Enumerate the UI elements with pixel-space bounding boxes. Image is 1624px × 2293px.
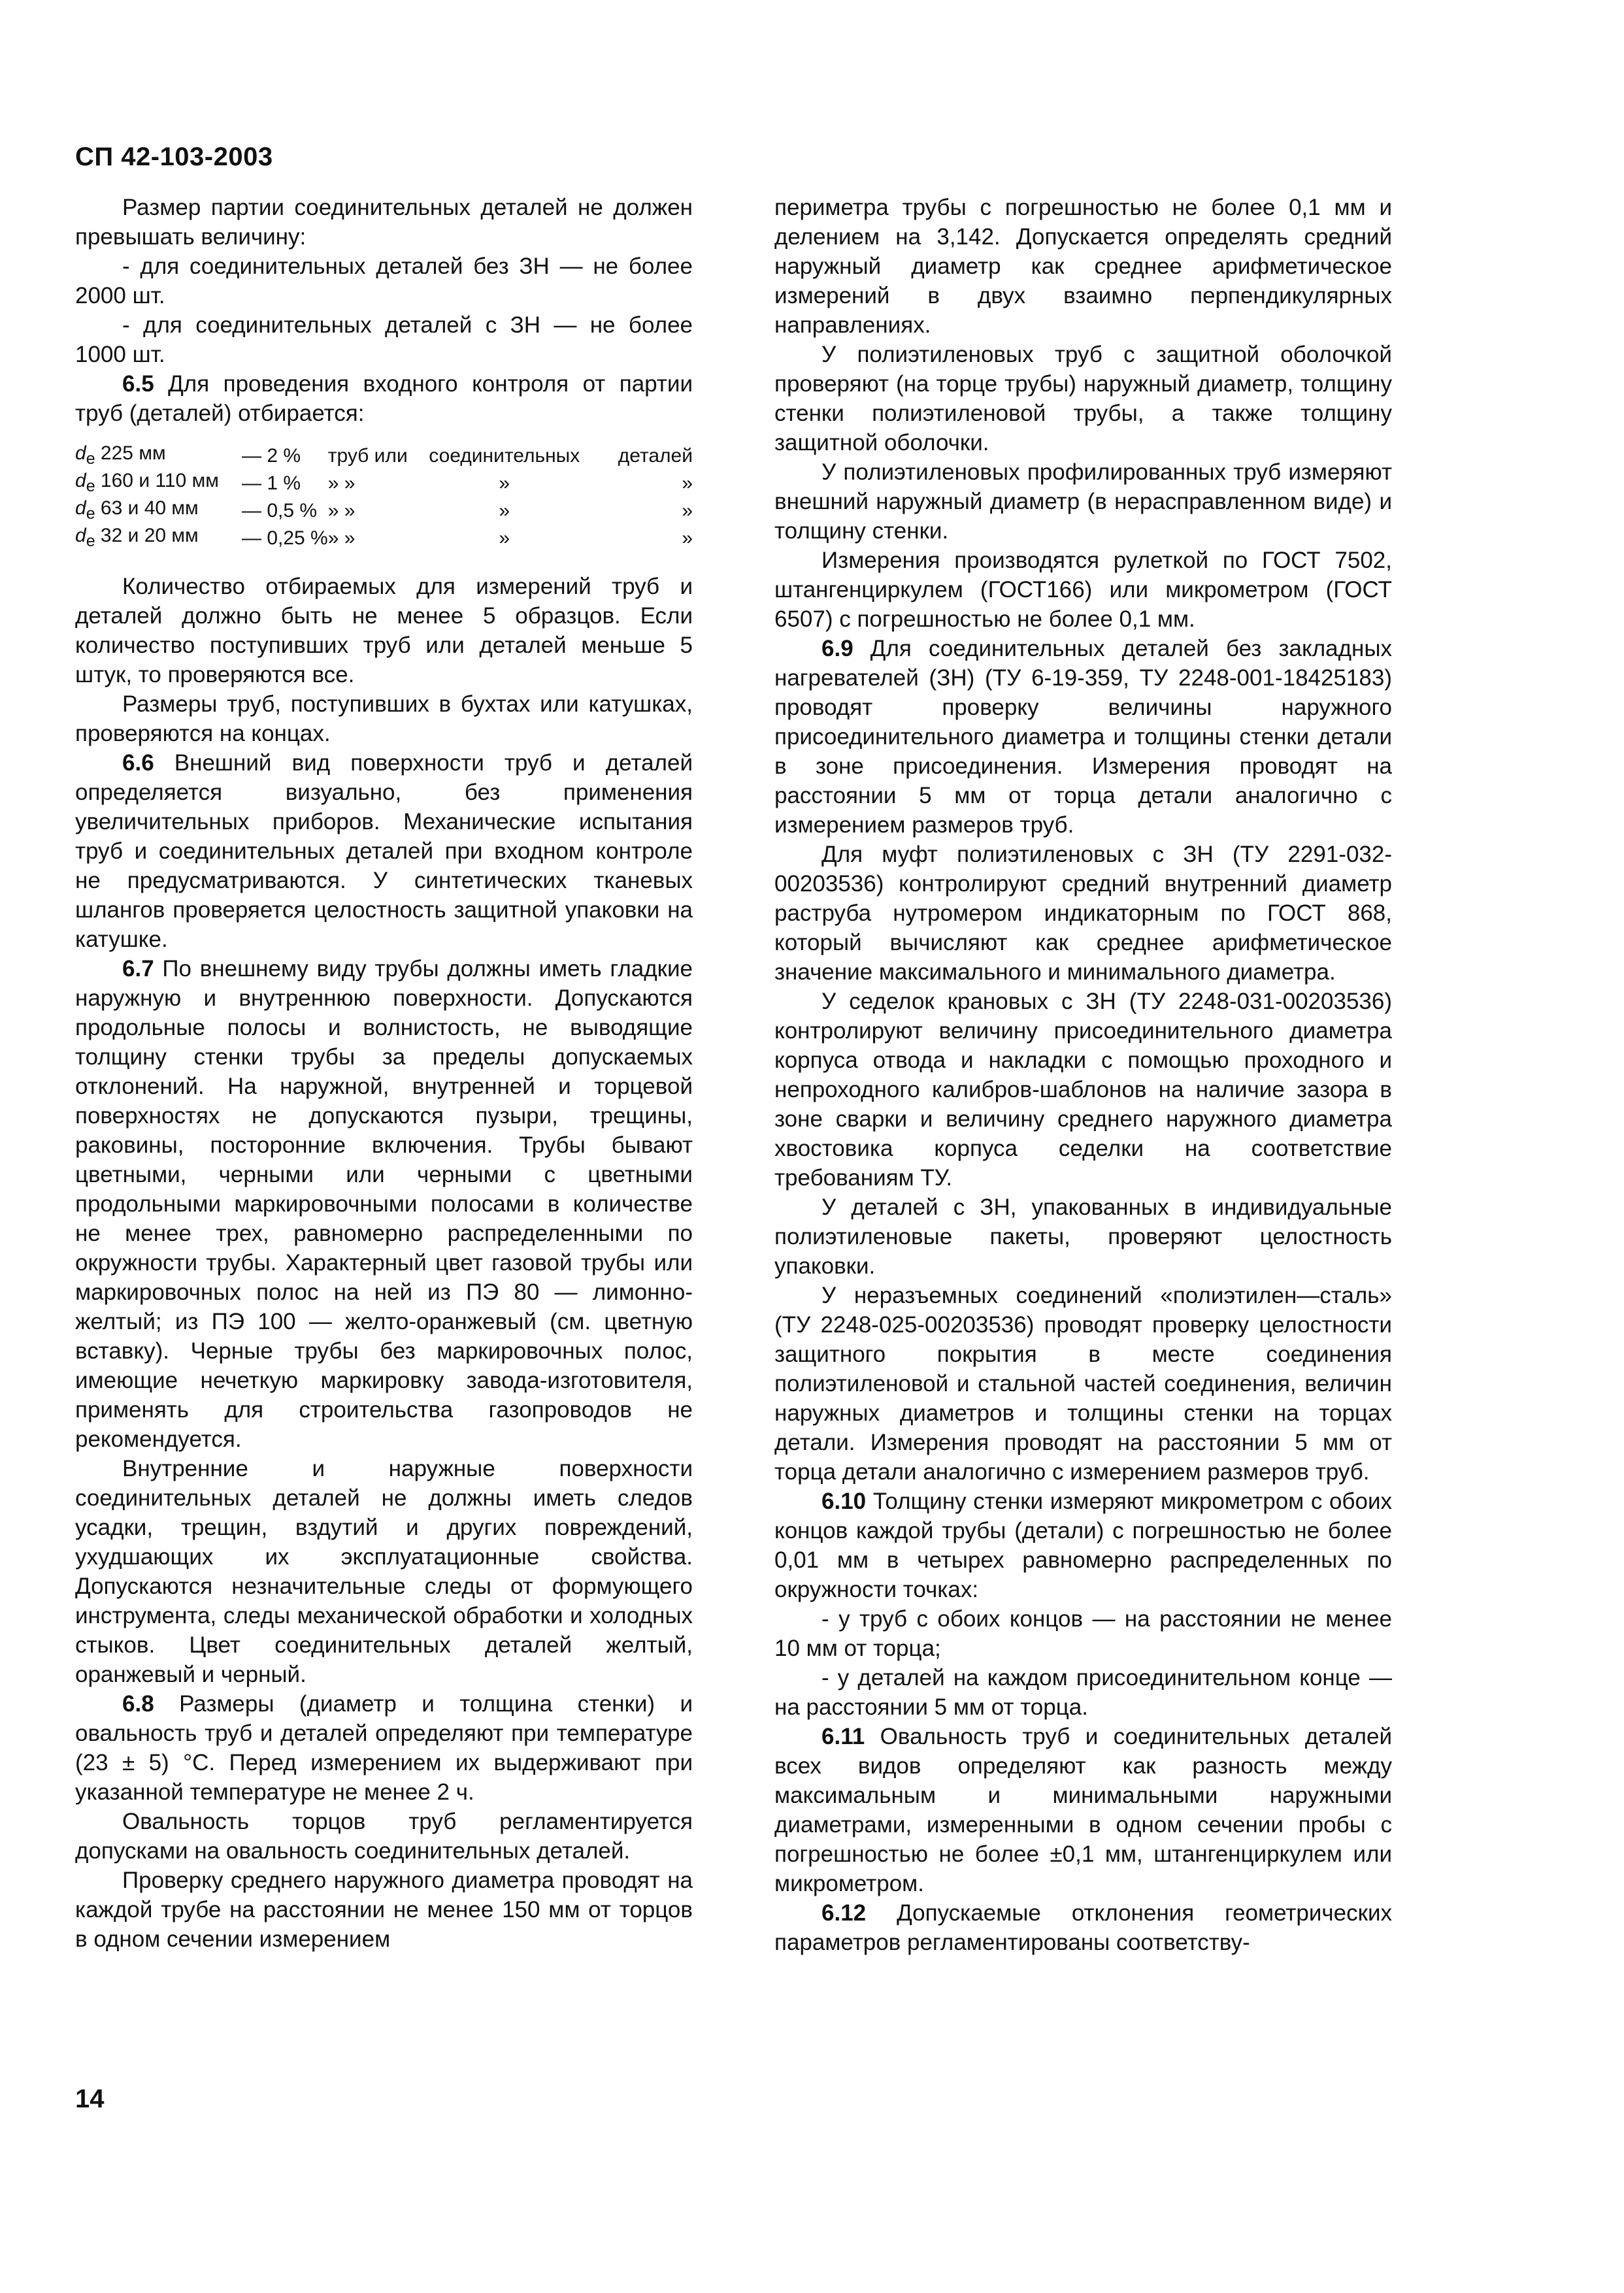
section-text: Для соединительных деталей без закладных нагревателей (ЗН) (ТУ 6-19-359, ТУ 2248-001-18425183) проводят проверку величины наружного присоединительного диаметра и толщины стенки детали в зоне присоединения. Измерения проводят на расстоянии 5 мм от торца детали аналогично с измерением размеров труб. xyxy=(774,636,1392,838)
section-text: По внешнему виду трубы должны иметь гладкие наружную и внутреннюю поверхности. Допускаются продольные полосы и волнистость, не выводящие толщину стенки трубы за пределы допускаемых отклонений. На наружной, внутренней и торцевой поверхностях не допускаются пузыри, трещины, раковины, посторонние включения. Трубы бывают цветными, черными или черными с цветными продольными маркировочными полосами в количестве не менее трех, равномерно распределенными по окружности трубы. Характерный цвет газовой трубы или маркировочных полос на ней из ПЭ 80 — лимонно-желтый; из ПЭ 100 — желто-оранжевый (см. цветную вставку). Черные трубы без маркировочных полос, имеющие нечеткую маркировку завода-изготовителя, применять для строительства газопроводов не рекомендуется. xyxy=(75,956,693,1452)
table-cell: труб или xyxy=(327,445,408,467)
paragraph: Размер партии соединительных деталей не должен превышать величину: xyxy=(75,195,693,250)
paragraph: - для соединительных деталей с ЗН — не более 1000 шт. xyxy=(75,312,693,367)
section-6-12 xyxy=(774,1898,1392,1957)
sampling-table xyxy=(75,442,693,552)
sample-percent: — 2 % xyxy=(242,445,301,467)
diameter-subscript: e xyxy=(86,532,95,550)
section-number: 6.5 xyxy=(122,371,154,397)
section-6-6 xyxy=(75,748,693,954)
right-column xyxy=(774,193,1392,1957)
table-cell: » » xyxy=(327,500,356,521)
table-cell: » xyxy=(682,527,693,549)
section-6-5 xyxy=(75,369,693,428)
section-number: 6.10 xyxy=(821,1489,867,1514)
section-number: 6.9 xyxy=(821,636,853,661)
sample-percent: — 1 % xyxy=(242,472,301,494)
list-item: - у деталей на каждом присоединительном конце — на расстоянии 5 мм от торца. xyxy=(774,1665,1392,1720)
section-number: 6.12 xyxy=(821,1900,867,1926)
section-text: Допускаемые отклонения геометрических параметров регламентированы соответству- xyxy=(774,1900,1392,1955)
section-6-10 xyxy=(774,1487,1392,1604)
diameter-subscript: e xyxy=(86,450,95,468)
paragraph-continuation: периметра трубы с погрешностью не более 0,1 мм и делением на 3,142. Допускается определять средний наружный диаметр как среднее арифметическое измерений в двух взаимно перпендикулярных направлениях. xyxy=(774,195,1392,338)
section-6-9 xyxy=(774,634,1392,840)
table-row xyxy=(75,497,693,525)
paragraph: У деталей с ЗН, упакованных в индивидуальные полиэтиленовые пакеты, проверяют целостность упаковки. xyxy=(774,1195,1392,1279)
table-cell: соединительных xyxy=(429,445,580,467)
diameter-size: 160 и 110 мм xyxy=(95,470,219,491)
section-6-8 xyxy=(75,1689,693,1807)
table-row xyxy=(75,470,693,497)
section-number: 6.6 xyxy=(122,750,154,776)
table-cell: » xyxy=(682,500,693,521)
section-text: Размеры (диаметр и толщина стенки) и овальность труб и деталей определяют при температуре (23 ± 5) °С. Перед измерением их выдерживают при указанной температуре не менее 2 ч. xyxy=(75,1691,693,1805)
table-cell: » xyxy=(499,527,510,549)
sample-percent: — 0,5 % xyxy=(242,500,318,521)
paragraph: - для соединительных деталей без ЗН — не более 2000 шт. xyxy=(75,254,693,308)
sample-percent: — 0,25 % xyxy=(242,527,328,549)
section-number: 6.7 xyxy=(122,956,154,982)
diameter-size: 63 и 40 мм xyxy=(95,497,199,519)
diameter-symbol: d xyxy=(75,525,86,546)
paragraph: У неразъемных соединений «полиэтилен—сталь» (ТУ 2248-025-00203536) проводят проверку целостности защитного покрытия в месте соединения полиэтиленовой и стальной частей соединения, величин наружных диаметров и толщины стенки на торцах детали. Измерения проводят на расстоянии 5 мм от торца детали аналогично с измерением размеров труб. xyxy=(774,1283,1392,1485)
table-row xyxy=(75,442,693,470)
document-code-header: СП 42-103-2003 xyxy=(75,142,273,171)
paragraph: Измерения производятся рулеткой по ГОСТ 7502, штангенциркулем (ГОСТ166) или микрометром (ГОСТ 6507) с погрешностью не более 0,1 мм. xyxy=(774,548,1392,632)
paragraph: Размеры труб, поступивших в бухтах или катушках, проверяются на концах. xyxy=(75,691,693,746)
section-text: Внешний вид поверхности труб и деталей определяется визуально, без применения увеличительных приборов. Механические испытания труб и соединительных деталей при входном контроле не предусматриваются. У синтетических тканевых шлангов проверяется целостность защитной упаковки на катушке. xyxy=(75,750,693,952)
paragraph: Для муфт полиэтиленовых с ЗН (ТУ 2291-032-00203536) контролируют средний внутренний диаметр раструба нутромером индикаторным по ГОСТ 868, который вычисляют как среднее арифметическое значение максимального и минимального диаметра. xyxy=(774,842,1392,985)
left-column xyxy=(75,193,693,1954)
section-text: Толщину стенки измеряют микрометром с обоих концов каждой трубы (детали) с погрешностью не более 0,01 мм в четырех равномерно распределенных по окружности точках: xyxy=(774,1489,1392,1602)
paragraph: Овальность торцов труб регламентируется допусками на овальность соединительных деталей. xyxy=(75,1809,693,1864)
table-row xyxy=(75,525,693,552)
diameter-symbol: d xyxy=(75,497,86,519)
section-number: 6.8 xyxy=(122,1691,154,1717)
diameter-size: 32 и 20 мм xyxy=(95,525,199,546)
section-text: Овальность труб и соединительных деталей всех видов определяют как разность между максимальным и минимальными наружными диаметрами, измеренными в одном сечении пробы с погрешностью не более ±0,1 мм, штангенциркулем или микрометром. xyxy=(774,1724,1392,1896)
paragraph: Внутренние и наружные поверхности соединительных деталей не должны иметь следов усадки, трещин, вздутий и других повреждений, ухудшающих их эксплуатационные свойства. Допускаются незначительные следы от формующего инструмента, следы механической обработки и холодных стыков. Цвет соединительных деталей желтый, оранжевый и черный. xyxy=(75,1456,693,1687)
section-6-7 xyxy=(75,954,693,1454)
page-number: 14 xyxy=(75,2085,105,2113)
paragraph: Количество отбираемых для измерений труб и деталей должно быть не менее 5 образцов. Если количество поступивших труб или деталей меньше 5 штук, то проверяются все. xyxy=(75,574,693,687)
diameter-subscript: e xyxy=(86,504,95,523)
table-cell: » xyxy=(499,500,510,521)
table-cell: деталей xyxy=(618,445,693,467)
table-cell: » » xyxy=(327,472,356,494)
table-cell: » » xyxy=(327,527,356,549)
diameter-size: 225 мм xyxy=(95,442,166,464)
paragraph: У седелок крановых с ЗН (ТУ 2248-031-00203536) контролируют величину присоединительного диаметра корпуса отвода и накладки с помощью проходного и непроходного калибров-шаблонов на наличие зазора в зоне сварки и величину среднего наружного диаметра хвостовика корпуса седелки на соответствие требованиям ТУ. xyxy=(774,989,1392,1191)
paragraph: У полиэтиленовых труб с защитной оболочкой проверяют (на торце трубы) наружный диаметр, толщину стенки полиэтиленовой трубы, а также толщину защитной оболочки. xyxy=(774,342,1392,455)
diameter-subscript: e xyxy=(86,477,95,495)
paragraph: У полиэтиленовых профилированных труб измеряют внешний наружный диаметр (в нерасправленном виде) и толщину стенки. xyxy=(774,459,1392,544)
table-cell: » xyxy=(499,472,510,494)
section-number: 6.11 xyxy=(821,1724,865,1749)
list-item: - у труб с обоих концов — на расстоянии не менее 10 мм от торца; xyxy=(774,1606,1392,1661)
diameter-symbol: d xyxy=(75,442,86,464)
section-6-11 xyxy=(774,1722,1392,1898)
diameter-symbol: d xyxy=(75,470,86,491)
section-text: Для проведения входного контроля от партии труб (деталей) отбирается: xyxy=(75,371,693,426)
paragraph: Проверку среднего наружного диаметра проводят на каждой трубе на расстоянии не менее 150 мм от торцов в одном сечении измерением xyxy=(75,1868,693,1952)
table-cell: » xyxy=(682,472,693,494)
